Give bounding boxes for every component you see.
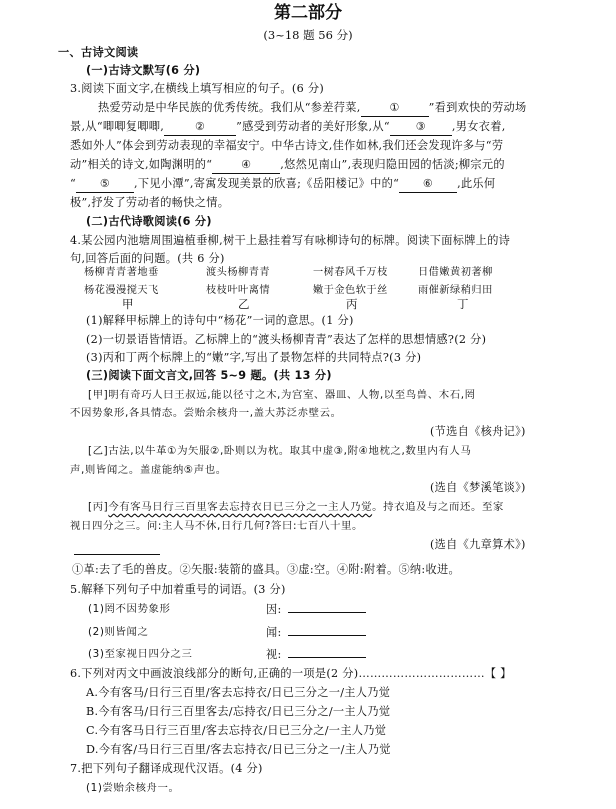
q6-stem: 6.下列对丙文中画波浪线部分的断句,正确的一项是(2 分)……………………………【 】 <box>70 667 512 680</box>
q3-stem: 3.阅读下面文字,在横线上填写相应的句子。(6 分) <box>70 82 324 95</box>
answer-line[interactable] <box>288 646 366 658</box>
q5-answer-2 <box>266 624 366 641</box>
q7-stem: 7.把下列句子翻译成现代汉语。(4 分) <box>70 762 263 775</box>
sign-bing-caption: 丙 <box>346 297 358 311</box>
q4-part-1: (1)解释甲标牌上的诗句中“杨花”一词的意思。(1 分) <box>86 314 354 327</box>
subsection-recitation: (一)古诗文默写(6 分) <box>86 64 201 77</box>
sign-jia-caption: 甲 <box>122 297 134 311</box>
wavy-underlined-passage: 今有客马日行三百里客去忘持衣日已三分之一主人乃觉 <box>108 501 373 513</box>
text-yi-line-1: [乙]古法,以牛革①为矢服②,卧则以为枕。取其中虚③,附④地枕之,数里内有人马 <box>88 445 472 457</box>
blank-3[interactable]: ③ <box>390 119 452 136</box>
q3-line-2 <box>70 119 506 136</box>
q5-item-2: (2)则皆闻之 <box>88 626 149 638</box>
subsection-classical-prose: (三)阅读下面文言文,回答 5~9 题。(共 13 分) <box>86 369 332 382</box>
footnote: ①革:去了毛的兽皮。②矢服:装箭的盛具。③虚:空。④附:附着。⑤纳:收进。 <box>72 563 460 576</box>
q3-line-4 <box>70 157 505 174</box>
text-bing-line-2: 视日四分之三。问:主人马不休,日行几何?答曰:七百八十里。 <box>70 520 363 532</box>
q4-line-1: 4.某公园内池塘周围遍植垂柳,树干上悬挂着写有咏柳诗句的标牌。阅读下面标牌上的诗 <box>70 234 511 247</box>
subsection-poetry: (二)古代诗歌阅读(6 分) <box>86 215 212 228</box>
section-heading: 一、古诗文阅读 <box>58 46 139 59</box>
sign-ding-line-2: 雨催新绿稍归田 <box>418 285 493 296</box>
q3-text: ”感受到劳动者的美好形象,从“ <box>236 120 390 133</box>
q3-line-6: 极”,抒发了劳动者的畅快之情。 <box>70 196 230 209</box>
q3-text: 热爱劳动是中华民族的优秀传统。我们从“参差荇菜, <box>98 101 361 114</box>
q3-text: ”看到欢快的劳动场 <box>428 101 527 114</box>
q3-text: 景,从“唧唧复唧唧, <box>70 120 165 133</box>
q3-line-3: 悉如外人”体会到劳动表现的幸福安宁。中华古诗文,佳作如林,我们还会发现许多与“劳 <box>70 139 504 152</box>
text-bing-label: [丙] <box>88 501 109 513</box>
blank-5[interactable]: ⑤ <box>76 176 134 193</box>
q3-text: 动”相关的诗文,如陶渊明的“ <box>70 158 213 171</box>
sign-bing-line-1: 一树春风千万枝 <box>313 267 388 278</box>
text-yi-source: (选自《梦溪笔谈》) <box>430 481 526 494</box>
q3-line-5 <box>70 176 495 193</box>
q5-answer-3 <box>266 646 366 663</box>
page-subtitle: (3~18 题 56 分) <box>263 28 353 42</box>
q5-stem: 5.解释下列句子中加着重号的词语。(3 分) <box>70 583 286 596</box>
q5-word: 因: <box>266 603 282 616</box>
q6-option-d[interactable]: D.今有客/马日行三百里/客去忘持衣/日已三分之一/主人乃觉 <box>86 743 391 756</box>
blank-4[interactable]: ④ <box>212 157 280 174</box>
footnote-divider <box>74 554 160 555</box>
text-bing-rest: 。持衣追及与之而还。至家 <box>372 501 504 513</box>
sign-ding-line-1: 日借嫩黄初著柳 <box>418 267 493 278</box>
text-yi-line-2: 声,则皆闻之。盖虚能纳⑤声也。 <box>70 464 227 476</box>
q3-line-1 <box>98 100 527 117</box>
q6-option-a[interactable]: A.今有客马/日行三百里/客去忘持衣/日已三分之一/主人乃觉 <box>86 686 391 699</box>
sign-ding-caption: 丁 <box>457 297 469 311</box>
q7-part-1: (1)尝贻余核舟一。 <box>86 782 180 794</box>
sign-yi-line-2: 枝枝叶叶离情 <box>206 285 271 296</box>
q5-item-3: (3)至家视日四分之三 <box>88 648 193 660</box>
q6-option-b[interactable]: B.今有客马/日行三百里客去/忘持衣/日已三分之/一主人乃觉 <box>86 705 391 718</box>
sign-jia-line-1: 杨柳青青著地垂 <box>84 267 159 278</box>
sign-jia-line-2: 杨花漫漫搅天飞 <box>84 285 159 296</box>
q3-text: ,此乐何 <box>457 177 496 190</box>
q6-option-c[interactable]: C.今有客马日行三百里/客去忘持衣/日已三分之/一主人乃觉 <box>86 724 387 737</box>
q3-text: ,悠然见南山”,表现归隐田园的恬淡;柳宗元的 <box>280 158 505 171</box>
answer-line[interactable] <box>288 624 366 636</box>
q3-text: “ <box>70 177 77 190</box>
q3-text: ,男女衣着, <box>451 120 506 133</box>
blank-6[interactable]: ⑥ <box>399 176 457 193</box>
q4-line-2: 句,回答后面的问题。(共 6 分) <box>70 252 225 265</box>
blank-2[interactable]: ② <box>164 119 236 136</box>
blank-1[interactable]: ① <box>361 100 429 117</box>
sign-yi-line-1: 渡头杨柳青青 <box>206 267 271 278</box>
q5-answer-1 <box>266 601 366 618</box>
q5-word: 闻: <box>266 626 282 639</box>
text-jia-line-1: [甲]明有奇巧人曰王叔远,能以径寸之木,为宫室、器皿、人物,以至鸟兽、木石,罔 <box>88 389 476 401</box>
page-title: 第二部分 <box>274 3 342 23</box>
text-jia-source: (节选自《核舟记》) <box>430 425 526 438</box>
q3-text: ,下见小潭”,寄寓发现美景的欣喜;《岳阳楼记》中的“ <box>134 177 400 190</box>
q4-part-3: (3)丙和丁两个标牌上的“嫩”字,写出了景物怎样的共同特点?(3 分) <box>86 351 422 364</box>
text-jia-line-2: 不因势象形,各具情态。尝贻余核舟一,盖大苏泛赤壁云。 <box>70 407 342 419</box>
text-bing-source: (选自《九章算术》) <box>430 538 526 551</box>
answer-line[interactable] <box>288 601 366 613</box>
text-bing-line-1 <box>88 499 504 515</box>
sign-bing-line-2: 嫩于金色软于丝 <box>313 285 388 296</box>
sign-yi-caption: 乙 <box>238 297 250 311</box>
q5-item-1: (1)罔不因势象形 <box>88 603 171 615</box>
q4-part-2: (2)一切景语皆情语。乙标牌上的“渡头杨柳青青”表达了怎样的思想情感?(2 分) <box>86 333 487 346</box>
q5-word: 视: <box>266 648 282 661</box>
